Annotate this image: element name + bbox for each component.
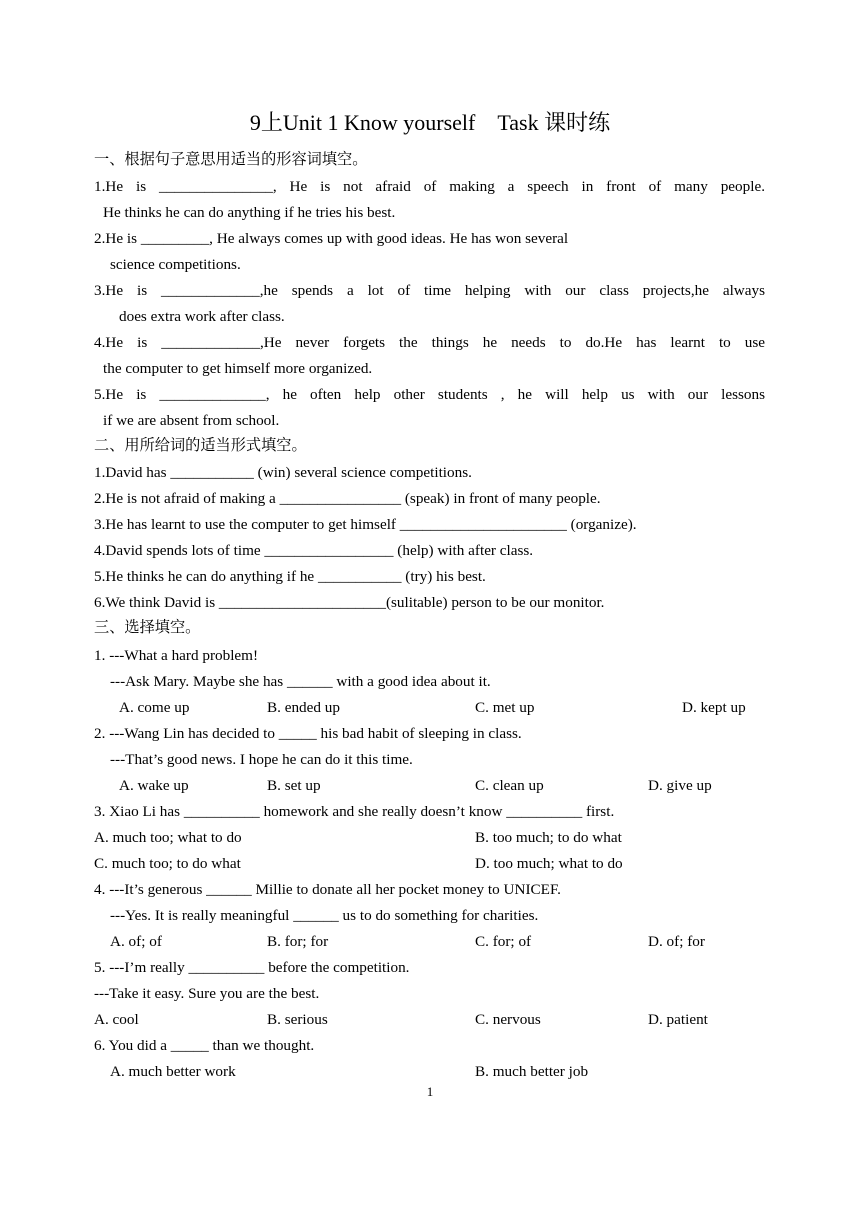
- section-heading: 一、根据句子意思用适当的形容词填空。: [94, 151, 368, 168]
- exercise-line: 2.He is _________, He always comes up with good ideas. He has won several: [94, 230, 569, 247]
- option-a: A. come up: [119, 699, 190, 716]
- question-stem: 2. ---Wang Lin has decided to _____ his bad habit of sleeping in class.: [94, 725, 522, 742]
- question-stem: 4. ---It’s generous ______ Millie to donate all her pocket money to UNICEF.: [94, 881, 561, 898]
- page-number: 1: [426, 1084, 434, 1099]
- exercise-line: the computer to get himself more organized.: [103, 360, 373, 377]
- question-stem: ---That’s good news. I hope he can do it this time.: [110, 751, 413, 768]
- question-stem: 3. Xiao Li has __________ homework and she really doesn’t know __________ first.: [94, 803, 615, 820]
- question-stem: ---Take it easy. Sure you are the best.: [94, 985, 320, 1002]
- option-c: C. for; of: [475, 933, 532, 950]
- exercise-line: if we are absent from school.: [103, 412, 280, 429]
- exercise-line: 3.He has learnt to use the computer to get himself ______________________ (organize).: [94, 516, 637, 533]
- exercise-line: does extra work after class.: [119, 308, 285, 325]
- option-d: D. of; for: [648, 933, 705, 950]
- option-a: A. much too; what to do: [94, 829, 242, 846]
- option-a: A. wake up: [119, 777, 189, 794]
- exercise-line: He thinks he can do anything if he tries his best.: [103, 204, 396, 221]
- option-b: B. much better job: [475, 1063, 589, 1080]
- question-stem: ---Ask Mary. Maybe she has ______ with a good idea about it.: [110, 673, 491, 690]
- option-b: B. set up: [267, 777, 321, 794]
- section-heading: 二、用所给词的适当形式填空。: [94, 437, 307, 454]
- option-b: B. too much; to do what: [475, 829, 622, 846]
- option-a: A. of; of: [110, 933, 162, 950]
- option-d: D. give up: [648, 777, 712, 794]
- option-b: B. serious: [267, 1011, 328, 1028]
- page-title: 9上Unit 1 Know yourself Task 课时练: [249, 110, 611, 135]
- exercise-line: 6.We think David is ______________________(sulitable) person to be our monitor.: [94, 594, 605, 611]
- question-stem: 6. You did a _____ than we thought.: [94, 1037, 315, 1054]
- question-stem: 1. ---What a hard problem!: [94, 647, 259, 664]
- question-stem: ---Yes. It is really meaningful ______ us to do something for charities.: [110, 907, 539, 924]
- exercise-line: 2.He is not afraid of making a ________________ (speak) in front of many people.: [94, 490, 601, 507]
- exercise-line: 5.He thinks he can do anything if he ___________ (try) his best.: [94, 568, 486, 585]
- exercise-line: 4.David spends lots of time _________________ (help) with after class.: [94, 542, 534, 559]
- option-c: C. met up: [475, 699, 535, 716]
- option-c: C. nervous: [475, 1011, 541, 1028]
- option-d: D. too much; what to do: [475, 855, 623, 872]
- exercise-line: science competitions.: [110, 256, 241, 273]
- option-d: D. patient: [648, 1011, 708, 1028]
- section-heading: 三、选择填空。: [94, 619, 201, 636]
- exercise-line: 5.He is ______________, he often help other students , he will help us with our lessons: [94, 386, 765, 403]
- option-a: A. cool: [94, 1011, 139, 1028]
- exercise-line: 1.He is _______________, He is not afraid of making a speech in front of many people.: [94, 178, 765, 195]
- option-b: B. ended up: [267, 699, 340, 716]
- option-c: C. much too; to do what: [94, 855, 241, 872]
- option-c: C. clean up: [475, 777, 544, 794]
- exercise-line: 4.He is _____________,He never forgets the things he needs to do.He has learnt to use: [94, 334, 765, 351]
- exercise-line: 3.He is _____________,he spends a lot of time helping with our class projects,he always: [94, 282, 765, 299]
- option-b: B. for; for: [267, 933, 329, 950]
- option-d: D. kept up: [682, 699, 746, 716]
- option-a: A. much better work: [110, 1063, 236, 1080]
- exercise-line: 1.David has ___________ (win) several science competitions.: [94, 464, 472, 481]
- question-stem: 5. ---I’m really __________ before the competition.: [94, 959, 410, 976]
